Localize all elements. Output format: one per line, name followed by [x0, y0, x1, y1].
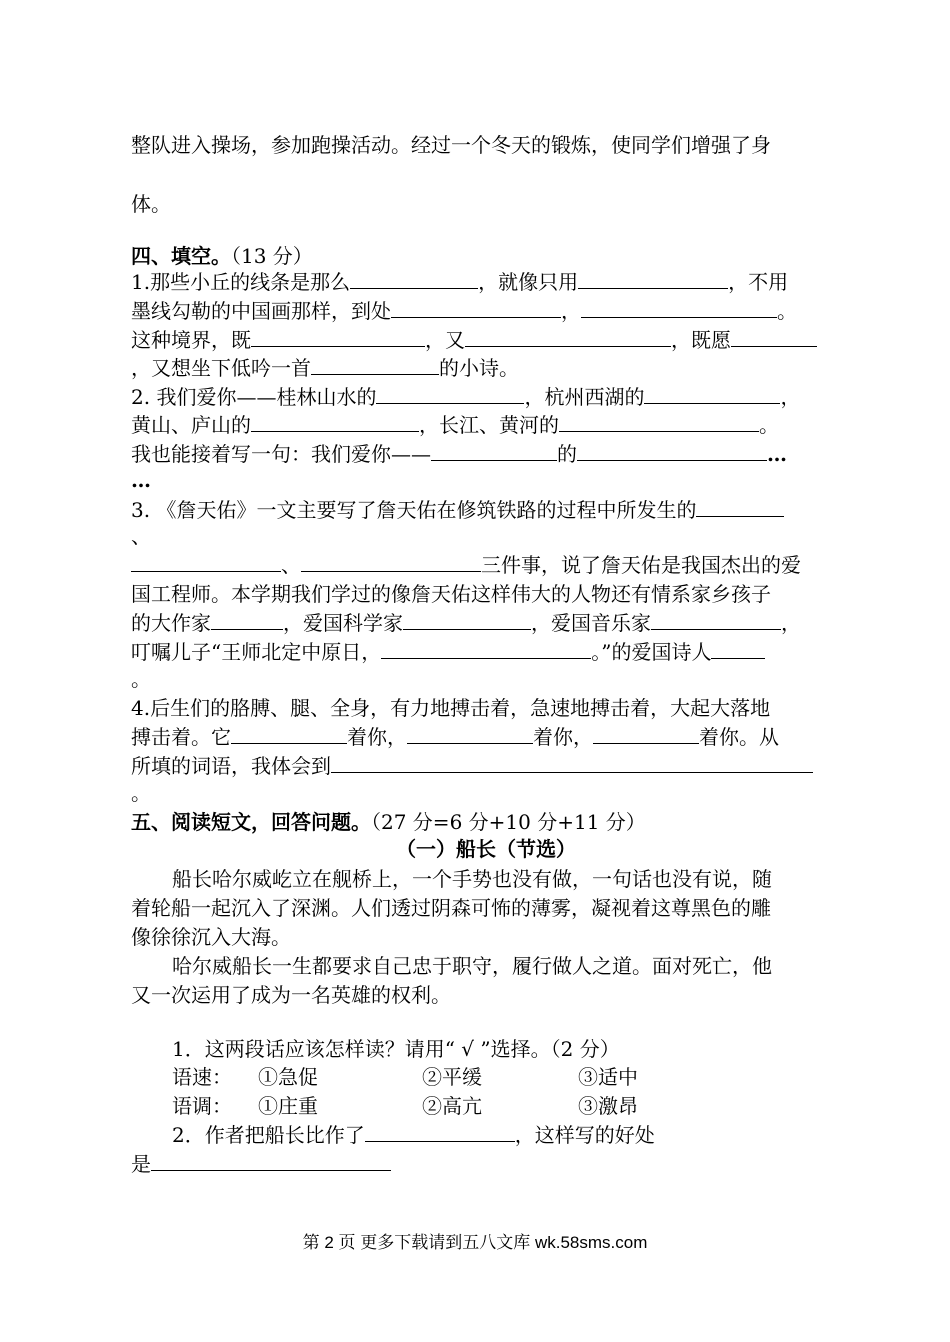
fill-blank[interactable]	[251, 326, 425, 347]
question-line: 1．这两段话应该怎样读？请用“ √ ”选择。（2 分）	[172, 1037, 620, 1061]
text: 着你，	[347, 725, 407, 749]
section-score: （13 分）	[231, 244, 313, 268]
text: 是	[131, 1152, 151, 1176]
text: ，杭州西湖的	[524, 385, 645, 409]
text: 1.那些小丘的线条是那么	[131, 270, 351, 294]
fill-blank[interactable]	[465, 326, 671, 347]
fill-blank[interactable]	[376, 383, 524, 404]
text: 。	[131, 667, 151, 691]
question-line	[131, 496, 784, 524]
text: ，既愿	[671, 328, 731, 352]
fill-blank[interactable]	[696, 496, 784, 517]
text: 这种境界，既	[131, 328, 251, 352]
section-heading	[131, 808, 646, 836]
fill-blank[interactable]	[301, 551, 481, 572]
text: 2．作者把船长比作了	[172, 1123, 365, 1147]
fill-blank[interactable]	[311, 354, 439, 375]
text: 所填的词语，我体会到	[131, 754, 331, 778]
question-line	[131, 665, 151, 693]
option-high[interactable]: ②高亢	[422, 1094, 482, 1118]
option-label: 语调：	[172, 1094, 232, 1118]
question-line	[172, 1121, 655, 1149]
text: 3. 《詹天佑》一文主要写了詹天佑在修筑铁路的过程中所发生的	[131, 498, 697, 522]
fill-blank[interactable]	[651, 609, 781, 630]
passage-line: 又一次运用了成为一名英雄的权利。	[131, 983, 451, 1007]
question-line	[131, 297, 797, 325]
text: 的小诗。	[439, 356, 519, 380]
text: ，	[781, 611, 801, 635]
fill-blank[interactable]	[381, 638, 591, 659]
fill-blank[interactable]	[151, 1150, 391, 1171]
text: 叮嘱儿子“王师北定中原日，	[131, 640, 382, 664]
question-line	[131, 326, 817, 354]
text: ，又	[425, 328, 465, 352]
option-gentle[interactable]: ②平缓	[422, 1065, 482, 1089]
question-line	[131, 609, 801, 637]
text: ，就像只用	[478, 270, 579, 294]
fill-blank[interactable]	[391, 297, 561, 318]
text-line: 体。	[131, 192, 171, 216]
option-label: 语速：	[172, 1065, 232, 1089]
option-passionate[interactable]: ③激昂	[578, 1094, 638, 1118]
text: 三件事，说了詹天佑是我国杰出的爱	[481, 553, 801, 577]
text: 黄山、庐山的	[131, 413, 251, 437]
passage-line: 着轮船一起沉入了深渊。人们透过阴森可怖的薄雾，凝视着这尊黑色的雕	[131, 896, 771, 920]
text: ，又想坐下低吟一首	[131, 356, 311, 380]
question-line	[131, 752, 813, 780]
page-footer: 第 2 页 更多下载请到五八文库 wk.58sms.com	[302, 1233, 648, 1252]
passage-title: （一）船长（节选）	[396, 837, 576, 861]
text: 。”的爱国诗人	[591, 640, 712, 664]
text: ，	[561, 299, 581, 323]
question-line	[131, 779, 151, 807]
fill-blank[interactable]	[211, 609, 283, 630]
question-line	[131, 522, 151, 550]
fill-blank[interactable]	[431, 440, 557, 461]
fill-blank[interactable]	[731, 326, 817, 347]
text: 、	[281, 553, 301, 577]
text: ，爱国音乐家	[531, 611, 651, 635]
text: 。	[131, 781, 151, 805]
fill-blank[interactable]	[593, 723, 699, 744]
fill-blank[interactable]	[578, 268, 728, 289]
fill-blank[interactable]	[644, 383, 780, 404]
section-score: （27 分=6 分+10 分+11 分）	[371, 810, 646, 834]
reading-tone-row	[172, 1092, 232, 1120]
section-title: 五、阅读短文，回答问题。	[131, 810, 371, 834]
fill-blank[interactable]	[350, 268, 478, 289]
text: 墨线勾勒的中国画那样，到处	[131, 299, 391, 323]
text-line: 整队进入操场，参加跑操活动。经过一个冬天的锻炼，使同学们增强了身	[131, 133, 771, 157]
text: 4.后生们的胳膊、腿、全身，有力地搏击着，急速地搏击着，大起大落地	[131, 696, 771, 720]
text: 、	[131, 524, 151, 548]
ellipsis: …	[767, 442, 787, 466]
ellipsis: …	[131, 468, 151, 492]
fill-blank[interactable]	[231, 723, 347, 744]
fill-blank[interactable]	[711, 638, 765, 659]
text: 的大作家	[131, 611, 211, 635]
text: 搏击着。它	[131, 725, 231, 749]
fill-blank[interactable]	[559, 411, 759, 432]
text: 着你。从	[699, 725, 779, 749]
option-solemn[interactable]: ①庄重	[258, 1094, 318, 1118]
text: ，不用	[728, 270, 789, 294]
question-line	[131, 580, 771, 608]
reading-speed-row	[172, 1063, 232, 1091]
question-line	[131, 440, 787, 468]
text: ，爱国科学家	[283, 611, 403, 635]
question-line	[131, 268, 788, 296]
question-line	[131, 411, 779, 439]
passage-line: 哈尔威船长一生都要求自己忠于职守，履行做人之道。面对死亡，他	[172, 954, 772, 978]
question-line	[131, 694, 770, 722]
fill-blank[interactable]	[403, 609, 531, 630]
fill-blank[interactable]	[577, 440, 767, 461]
question-line	[131, 723, 779, 751]
question-line	[131, 1150, 391, 1178]
question-line	[131, 383, 800, 411]
text: 着你，	[533, 725, 593, 749]
text: 的	[557, 442, 577, 466]
text: ，长江、黄河的	[419, 413, 559, 437]
fill-blank[interactable]	[131, 551, 281, 572]
text: 我也能接着写一句：我们爱你——	[131, 442, 431, 466]
section-title: 四、填空。	[131, 244, 231, 268]
text: 2. 我们爱你——桂林山水的	[131, 385, 377, 409]
option-moderate[interactable]: ③适中	[578, 1065, 638, 1089]
question-line	[131, 354, 519, 382]
text: ，	[780, 385, 801, 409]
fill-blank[interactable]	[581, 297, 777, 318]
question-line	[131, 466, 151, 494]
fill-blank[interactable]	[251, 411, 419, 432]
text: ，这样写的好处	[514, 1123, 655, 1147]
passage-line: 船长哈尔威屹立在舰桥上，一个手势也没有做，一句话也没有说，随	[172, 867, 772, 891]
fill-blank[interactable]	[365, 1121, 515, 1142]
fill-blank[interactable]	[331, 752, 813, 773]
text: 。	[759, 413, 779, 437]
text: 国工程师。本学期我们学过的像詹天佑这样伟大的人物还有情系家乡孩子	[131, 582, 771, 606]
section-heading	[131, 242, 313, 270]
question-line	[131, 638, 765, 666]
fill-blank[interactable]	[407, 723, 533, 744]
text: 。	[777, 299, 797, 323]
question-line	[131, 551, 801, 579]
passage-line: 像徐徐沉入大海。	[131, 925, 291, 949]
option-urgent[interactable]: ①急促	[258, 1065, 318, 1089]
